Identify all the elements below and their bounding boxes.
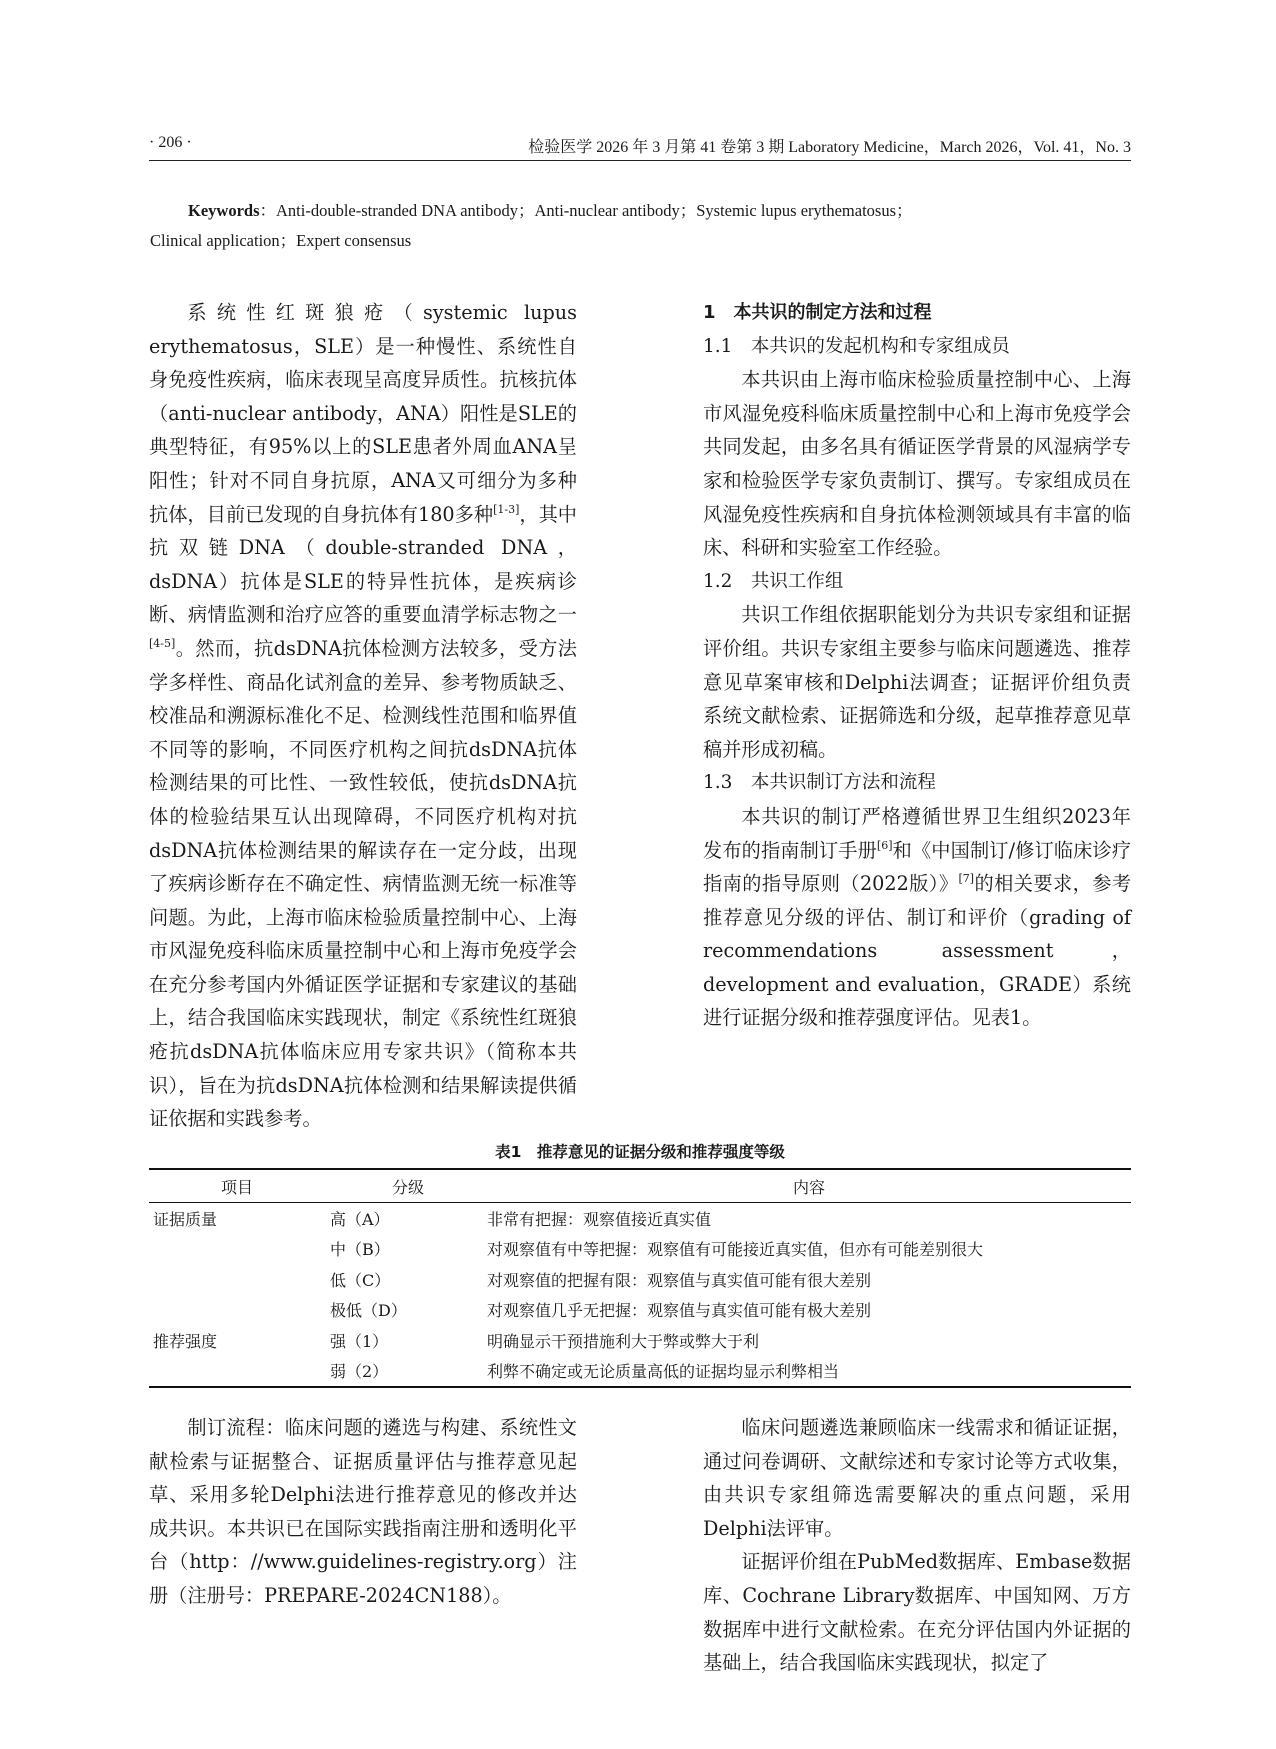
evidence-table	[149, 1168, 1131, 1388]
page-number: · 206 ·	[149, 134, 192, 151]
section-1-3-heading: 1.3 本共识制订方法和流程	[703, 772, 936, 794]
table-cell: 对观察值几乎无把握：观察值与真实值可能有极大差别	[487, 1301, 872, 1321]
s13-text-1: 本共识的制订严格遵循世界卫生组织2023年发布的指南制订手册	[703, 804, 1131, 862]
intro-text-2: ，其中抗双链DNA（double-stranded DNA，dsDNA）抗体是SLE的特异性抗体，是疾病诊断、病情监测和治疗应答的重要血清学标志物之一	[149, 502, 577, 627]
table-cell: 对观察值的把握有限：观察值与真实值可能有很大差别	[487, 1270, 872, 1290]
table-header-cell: 分级	[322, 1169, 487, 1203]
header-rule	[149, 160, 1131, 161]
table-cell: 低（C）	[330, 1270, 391, 1290]
section-1-1-paragraph: 本共识由上海市临床检验质量控制中心、上海市风湿免疫科临床质量控制中心和上海市免疫学会共同发起，由多名具有循证医学背景的风湿病学专家和检验医学专家负责制订、撰写。专家组成员在风湿免疫性疾病和自身抗体检测领域具有丰富的临床、科研和实验室工作经验。	[703, 368, 1131, 560]
table-cell	[149, 1234, 322, 1265]
left-column-bottom	[149, 1411, 577, 1613]
table-header-cell: 项目	[149, 1169, 322, 1203]
table-cell	[149, 1356, 322, 1388]
table-cell: 利弊不确定或无论质量高低的证据均显示利弊相当	[487, 1356, 1131, 1388]
s13-text-3: 的相关要求，参考推荐意见分级的评估、制订和评价（grading of recommendations assessment，development and evaluation，GRADE）系统进行证据分级和推荐强度评估。见表1。	[703, 872, 1132, 1030]
section-1-2-paragraph: 共识工作组依据职能划分为共识专家组和证据评价组。共识专家组主要参与临床问题遴选、推荐意见草案审核和Delphi法调查；证据评价组负责系统文献检索、证据筛选和分级，起草推荐意见草稿并形成初稿。	[703, 603, 1131, 761]
section-1-3-paragraph	[703, 800, 1131, 1035]
citation-1-3: [1-3]	[493, 502, 520, 516]
journal-citation: 检验医学 2026 年 3 月第 41 卷第 3 期 Laboratory Medicine，March 2026，Vol. 41，No. 3	[528, 139, 1131, 156]
table-cell: 推荐强度	[153, 1331, 218, 1351]
left-column-top	[149, 296, 577, 1136]
table-row	[149, 1264, 1131, 1295]
citation-6: [6]	[876, 838, 893, 852]
flow-paragraph: 制订流程：临床问题的遴选与构建、系统性文献检索与证据整合、证据质量评估与推荐意见起草、采用多轮Delphi法进行推荐意见的修改并达成共识。本共识已在国际实践指南注册和透明化平台（http：//www.guidelines-registry.org）注册（注册号：PREPARE-2024CN188）。	[149, 1416, 577, 1607]
table-cell	[149, 1264, 322, 1295]
intro-text-3: 。然而，抗dsDNA抗体检测方法较多，受方法学多样性、商品化试剂盒的差异、参考物质缺乏、校准品和溯源标准化不足、检测线性范围和临界值不同等的影响，不同医疗机构之间抗dsDNA抗体检测结果的可比性、一致性较低，使抗dsDNA抗体的检验结果互认出现障碍，不同医疗机构对抗dsDNA抗体检测结果的解读存在一定分歧，出现了疾病诊断存在不确定性、病情监测无统一标准等问题。为此，上海市临床检验质量控制中心、上海市风湿免疫科临床质量控制中心和上海市免疫学会在充分参考国内外循证医学证据和专家建议的基础上，结合我国临床实践现状，制定《系统性红斑狼疮抗dsDNA抗体临床应用专家共识》（简称本共识），旨在为抗dsDNA抗体检测和结果解读提供循证依据和实践参考。	[149, 636, 577, 1131]
table-cell: 中（B）	[330, 1240, 390, 1260]
keywords	[150, 196, 1128, 256]
keywords-text-1: ：Anti-double-stranded DNA antibody；Anti-nuclear antibody；Systemic lupus erythematosus；	[259, 201, 913, 220]
table-cell: 非常有把握：观察值接近真实值	[487, 1209, 712, 1229]
keywords-text-2: Clinical application；Expert consensus	[150, 231, 412, 250]
s13-text-2: 和《中国制订/修订临床诊疗指南的指导原则（2022版）》	[703, 838, 1132, 896]
table-cell: 明确显示干预措施利大于弊或弊大于利	[487, 1331, 760, 1351]
table-header-cell: 内容	[487, 1169, 1131, 1203]
citation-7: [7]	[958, 872, 975, 886]
table-row	[149, 1203, 1131, 1234]
intro-paragraph	[149, 296, 577, 1136]
table-row	[149, 1325, 1131, 1356]
right-column-top	[703, 296, 1131, 1035]
section-1-heading: 1 本共识的制定方法和过程	[703, 302, 932, 323]
table-row	[149, 1356, 1131, 1388]
table-header-row	[149, 1169, 1131, 1203]
table-cell: 极低（D）	[330, 1301, 407, 1321]
section-1-2-heading: 1.2 共识工作组	[703, 570, 844, 592]
clinical-question-paragraph: 临床问题遴选兼顾临床一线需求和循证证据，通过问卷调研、文献综述和专家讨论等方式收集，由共识专家组筛选需要解决的重点问题，采用Delphi法评审。	[703, 1416, 1131, 1540]
right-column-bottom	[703, 1411, 1131, 1680]
table-cell	[149, 1295, 322, 1326]
table-cell: 强（1）	[330, 1331, 389, 1351]
section-1-1-heading: 1.1 本共识的发起机构和专家组成员	[703, 335, 1010, 357]
table-cell: 对观察值有中等把握：观察值有可能接近真实值，但亦有可能差别很大	[487, 1240, 984, 1260]
table-cell: 高（A）	[330, 1209, 390, 1229]
table-cell: 证据质量	[153, 1209, 218, 1229]
evidence-search-paragraph: 证据评价组在PubMed数据库、Embase数据库、Cochrane Library数据库、中国知网、万方数据库中进行文献检索。在充分评估国内外证据的基础上，结合我国临床实践现状，拟定了	[703, 1550, 1131, 1675]
intro-text-1: 系统性红斑狼疮（systemic lupus erythematosus，SLE）是一种慢性、系统性自身免疫性疾病，临床表现呈高度异质性。抗核抗体（anti-nuclear antibody，ANA）阳性是SLE的典型特征，有95%以上的SLE患者外周血ANA呈阳性；针对不同自身抗原，ANA又可细分为多种抗体，目前已发现的自身抗体有180多种	[149, 301, 577, 526]
keywords-label: Keywords	[188, 201, 260, 220]
table-cell: 弱（2）	[322, 1356, 487, 1388]
table-row	[149, 1295, 1131, 1326]
table-1	[149, 1168, 1131, 1388]
citation-4-5: [4-5]	[149, 636, 176, 650]
table-caption: 表1 推荐意见的证据分级和推荐强度等级	[495, 1143, 785, 1161]
running-header	[149, 134, 1131, 160]
table-row	[149, 1234, 1131, 1265]
